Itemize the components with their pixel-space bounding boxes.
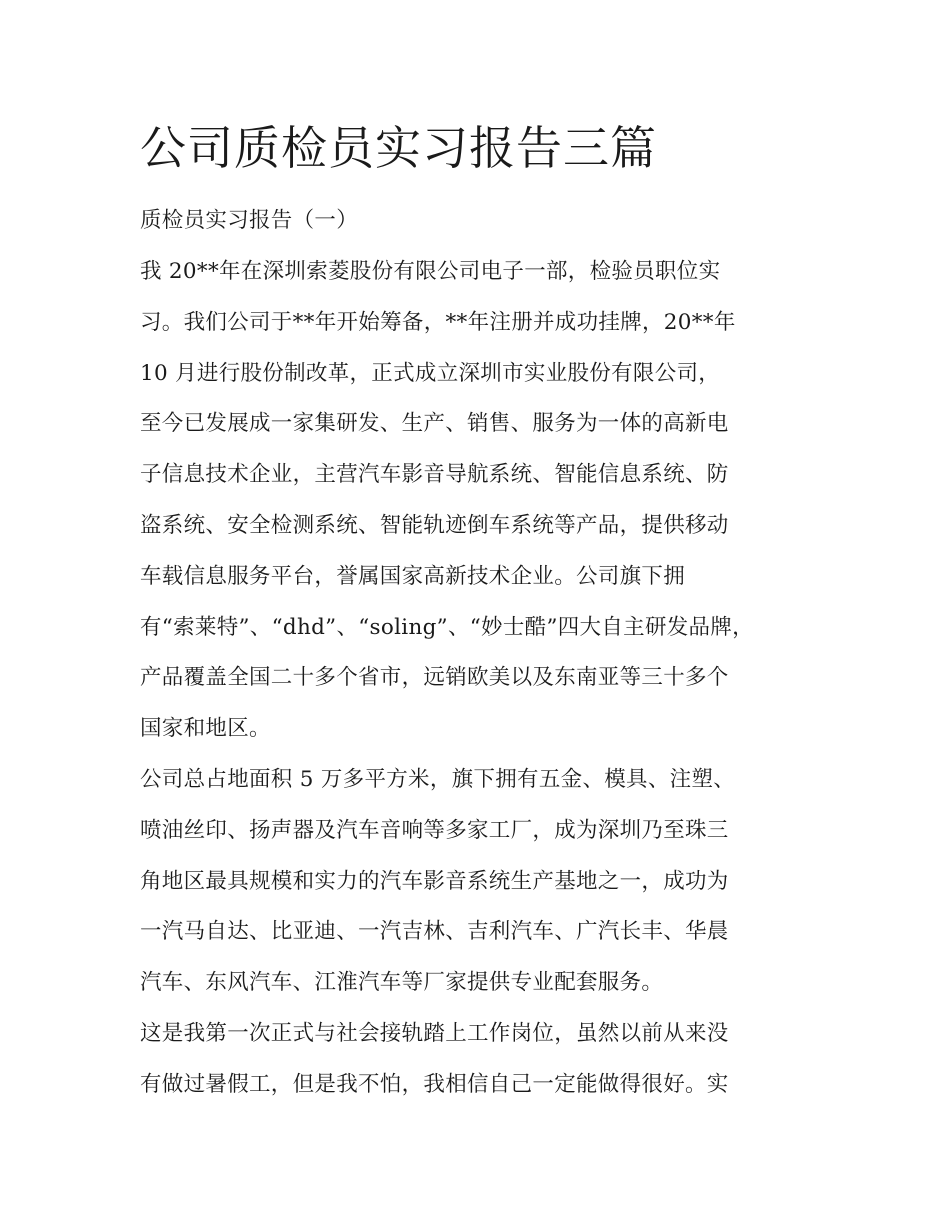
paragraph-line: 一汽马自达、比亚迪、一汽吉林、吉利汽车、广汽长丰、华晨 xyxy=(140,919,729,944)
paragraph-line: 国家和地区。 xyxy=(140,716,271,741)
paragraph-line: 10 月进行股份制改革，正式成立深圳市实业股份有限公司， xyxy=(140,361,721,386)
paragraph-line: 至今已发展成一家集研发、生产、销售、服务为一体的高新电 xyxy=(140,411,729,436)
document-title: 公司质检员实习报告三篇 xyxy=(140,121,657,175)
paragraph-line: 产品覆盖全国二十多个省市，远销欧美以及东南亚等三十多个 xyxy=(140,665,729,690)
paragraph-line: 喷油丝印、扬声器及汽车音响等多家工厂，成为深圳乃至珠三 xyxy=(140,818,729,843)
paragraph-line: 车载信息服务平台，誉属国家高新技术企业。公司旗下拥 xyxy=(140,564,686,589)
paragraph-line: 有做过暑假工，但是我不怕，我相信自己一定能做得很好。实 xyxy=(140,1072,729,1097)
paragraph-line: 我 20**年在深圳索菱股份有限公司电子一部，检验员职位实 xyxy=(140,259,721,284)
paragraph-line: 有“索莱特”、“dhd”、“soling”、“妙士酷”四大自主研发品牌， xyxy=(140,615,754,640)
paragraph-line: 习。我们公司于**年开始筹备，**年注册并成功挂牌，20**年 xyxy=(140,310,736,335)
paragraph-line: 盗系统、安全检测系统、智能轨迹倒车系统等产品，提供移动 xyxy=(140,513,729,538)
paragraph-line: 角地区最具规模和实力的汽车影音系统生产基地之一，成功为 xyxy=(140,869,729,894)
paragraph-line: 这是我第一次正式与社会接轨踏上工作岗位，虽然以前从来没 xyxy=(140,1021,729,1046)
paragraph-line: 汽车、东风汽车、江淮汽车等厂家提供专业配套服务。 xyxy=(140,970,664,995)
paragraph-line: 公司总占地面积 5 万多平方米，旗下拥有五金、模具、注塑、 xyxy=(140,767,736,792)
paragraph-line: 子信息技术企业，主营汽车影音导航系统、智能信息系统、防 xyxy=(140,462,729,487)
section-heading: 质检员实习报告（一） xyxy=(140,208,359,233)
